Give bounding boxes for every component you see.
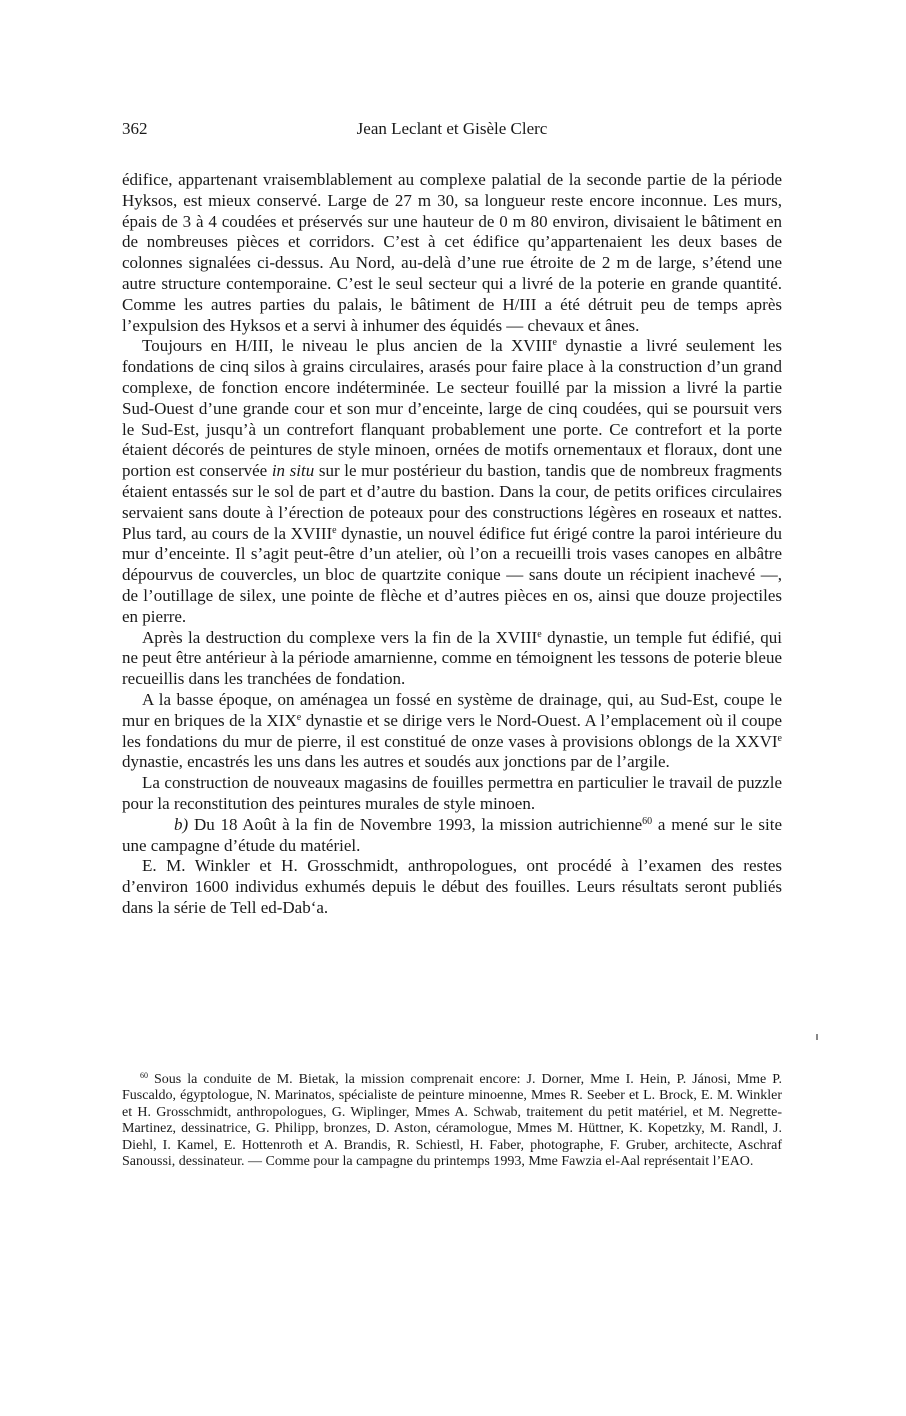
superscript-e: e — [296, 711, 302, 723]
paragraph-4-text-a: A la basse époque, on aménagea un fossé en système de drainage, qui, au Sud-Est, coupe le mur en briques de la XIX — [122, 689, 782, 730]
paragraph-3 — [122, 628, 782, 690]
footnote-60 — [122, 1072, 782, 1170]
paragraph-2-text-b: dynastie a livré seulement les fondations de cinq silos à grains circulaires, arasés pour faire place à la construction d’un grand complexe, de fonction encore indéterminée. Le secteur fouillé par la mission a livré la partie Sud-Ouest d’une grande cour et son mur d’enceinte, large de cinq coudées, qui se poursuit vers le Sud-Est, jusqu’à un contrefort flanquant probablement une porte. Ce contrefort et la porte étaient décorés de peintures de style minoen, ornées de motifs ornementaux et floraux, dont une portion est conservée — [122, 336, 782, 481]
superscript-e: e — [537, 628, 542, 640]
italic-in-situ: in situ — [271, 461, 315, 481]
section-label-b: b) — [174, 814, 189, 834]
margin-mark — [816, 1034, 818, 1040]
superscript-e: e — [552, 337, 557, 349]
paragraph-1: édifice, appartenant vraisemblablement au complexe palatial de la seconde partie de la période Hyksos, est mieux conservé. Large de 27 m 30, sa longueur reste encore inconnue. Les murs, épais de 3 à 4 coudées et préservés sur une hauteur de 0 m 80 environ, divisaient le bâtiment en de nombreuses pièces et corridors. C’est à cet édifice qu’appartenaient les deux bases de colonnes signalées ci-dessus. Au Nord, au-delà d’une rue étroite de 2 m de large, s’étend une autre structure contemporaine. C’est le seul secteur qui a livré de la poterie en grande quantité. Comme les autres parties du palais, le bâtiment de H/III a été détruit peu de temps après l’expulsion des Hyksos et a servi à inhumer des équidés — chevaux et ânes. — [122, 170, 782, 335]
paragraph-6-text-b: a mené sur le site une campagne d’étude du matériel. — [122, 814, 782, 855]
paragraph-7: E. M. Winkler et H. Grosschmidt, anthropologues, ont procédé à l’examen des restes d’environ 1600 individus exhumés depuis le début des fouilles. Leurs résultats seront publiés dans la série de Tell ed-Dab‘a. — [122, 856, 782, 917]
footnote-text: Sous la conduite de M. Bietak, la mission comprenait encore: J. Dorner, Mme I. Hein, P. Jánosi, Mme P. Fuscaldo, égyptologue, N. Marinatos, spécialiste de peinture minoenne, Mmes R. Seeber et L. Brock, E. M. Winkler et H. Grosschmidt, anthropologues, G. Wiplinger, Mmes A. Schwab, traitement du petit matériel, et M. Negrette-Martinez, dessinatrice, G. Philipp, bronzes, D. Aston, céramologue, Mmes M. Hüttner, K. Kopetzky, M. Randl, J. Diehl, I. Kamel, E. Hottenroth et A. Brandis, R. Schiestl, H. Faber, photographe, F. Gruber, architecte, Aschraf Sanoussi, dessinateur. — Comme pour la campagne du printemps 1993, Mme Fawzia el-Aal représentait l’EAO. — [122, 1072, 782, 1170]
paragraph-2-text-d: dynastie, un nouvel édifice fut érigé contre la paroi intérieure du mur d’enceinte. Il s’agit peut-être d’un atelier, où l’on a recueilli trois vases canopes en albâtre dépourvus de couvercles, un bloc de quartzite conique — sans doute un récipient inachevé —, de l’outillage de silex, une pointe de flèche et d’autres pièces en os, ainsi que douze projectiles en pierre. — [122, 523, 782, 626]
paragraph-5: La construction de nouveaux magasins de fouilles permettra en particulier le travail de puzzle pour la reconstitution des peintures murales de style minoen. — [122, 773, 782, 813]
page-number: 362 — [122, 119, 148, 138]
paragraph-4-text-b: dynastie et se dirige vers le Nord-Ouest. A l’emplacement où il coupe les fondations du mur de pierre, il est constitué de onze vases à provisions oblongs de la XXVI — [122, 710, 782, 751]
footnotes — [122, 1072, 782, 1170]
paragraph-2 — [122, 336, 782, 627]
paragraph-3-text-b: dynastie, un temple fut édifié, qui ne peut être antérieur à la période amarnienne, comme en témoignent les tessons de poterie bleue recueillis dans les tranchées de fondation. — [122, 627, 782, 689]
superscript-e: e — [777, 732, 782, 744]
paragraph-6-text-a: Du 18 Août à la fin de Novembre 1993, la mission autrichienne — [188, 814, 643, 834]
paragraph-3-text-a: Après la destruction du complexe vers la fin de la XVIII — [142, 627, 538, 647]
footnote-number: 60 — [140, 1071, 148, 1080]
paragraph-2-text-a: Toujours en H/III, le niveau le plus ancien de la XVIII — [142, 336, 553, 356]
paragraph-4-text-c: dynastie, encastrés les uns dans les autres et soudés aux jonctions par de l’argile. — [122, 752, 670, 772]
footnote-reference: 60 — [642, 815, 653, 827]
paragraph-6 — [122, 815, 782, 857]
paragraph-2-text-c: sur le mur postérieur du bastion, tandis que de nombreux fragments étaient entassés sur le sol de part et d’autre du bastion. Dans la cour, de petits orifices circulaires servaient sans doute à l’érection de poteaux pour des constructions légères en roseaux et nattes. Plus tard, au cours de la XVIII — [122, 461, 782, 543]
running-head: Jean Leclant et Gisèle Clerc — [356, 119, 548, 138]
superscript-e: e — [332, 524, 337, 536]
paragraph-4 — [122, 690, 782, 773]
body-text — [122, 170, 782, 919]
